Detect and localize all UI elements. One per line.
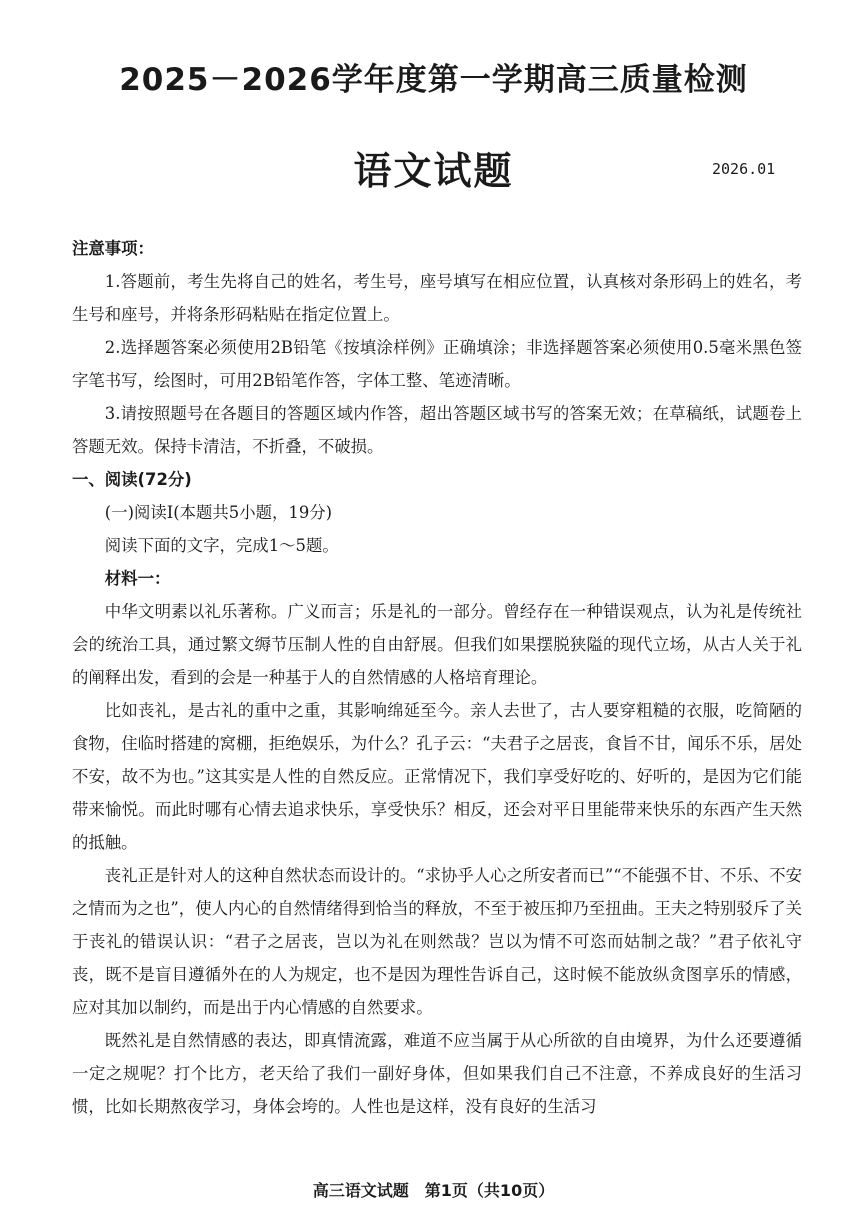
exam-content [72, 232, 802, 1123]
exam-date: 2026.01 [712, 160, 776, 178]
notice-item: 1.答题前，考生先将自己的姓名，考生号，座号填写在相应位置，认真核对条形码上的姓名，考生号和座号，并将条形码粘贴在指定位置上。 [72, 272, 802, 324]
section-instruction: 阅读下面的文字，完成1～5题。 [104, 536, 339, 555]
notice-item: 3.请按照题号在各题目的答题区域内作答，超出答题区域书写的答案无效；在草稿纸，试题卷上答题无效。保持卡清洁，不折叠，不破损。 [72, 404, 802, 456]
passage-paragraph: 比如丧礼，是古礼的重中之重，其影响绵延至今。亲人去世了，古人要穿粗糙的衣服，吃简陋的食物，住临时搭建的窝棚，拒绝娱乐，为什么？孔子云：“夫君子之居丧，食旨不甘，闻乐不乐，居处不安，故不为也。”这其实是人性的自然反应。正常情况下，我们享受好吃的、好听的，是因为它们能带来愉悦。而此时哪有心情去追求快乐，享受快乐？相反，还会对平日里能带来快乐的东西产生天然的抵触。 [72, 701, 802, 852]
section-heading: 一、阅读(72分) [72, 470, 192, 489]
exam-title: 2025－2026学年度第一学期高三质量检测 [119, 62, 748, 98]
passage-paragraph: 既然礼是自然情感的表达，即真情流露，难道不应当属于从心所欲的自由境界，为什么还要遵循一定之规呢？打个比方，老天给了我们一副好身体，但如果我们自己不注意，不养成良好的生活习惯，比如长期熬夜学习，身体会垮的。人性也是这样，没有良好的生活习 [72, 1031, 802, 1116]
section-sub-heading: (一)阅读Ⅰ(本题共5小题，19分) [104, 503, 333, 522]
notice-item: 2.选择题答案必须使用2B铅笔《按填涂样例》正确填涂；非选择题答案必须使用0.5毫米黑色签字笔书写，绘图时，可用2B铅笔作答，字体工整、笔迹清晰。 [72, 338, 802, 390]
passage-paragraph: 中华文明素以礼乐著称。广义而言；乐是礼的一部分。曾经存在一种错误观点，认为礼是传统社会的统治工具，通过繁文缛节压制人性的自由舒展。但我们如果摆脱狭隘的现代立场，从古人关于礼的阐释出发，看到的会是一种基于人的自然情感的人格培育理论。 [72, 602, 802, 687]
passage-paragraph: 丧礼正是针对人的这种自然状态而设计的。“求协乎人心之所安者而已”“不能强不甘、不乐、不安之情而为之也”，使人内心的自然情绪得到恰当的释放，不至于被压抑乃至扭曲。王夫之特别驳斥了关于丧礼的错误认识：“君子之居丧，岂以为礼在则然哉？岂以为情不可恣而姑制之哉？”君子依礼守丧，既不是盲目遵循外在的人为规定，也不是因为理性告诉自己，这时候不能放纵贪图享乐的情感，应对其加以制约，而是出于内心情感的自然要求。 [72, 866, 802, 1017]
notice-heading: 注意事项： [72, 239, 154, 258]
subject-title: 语文试题 [353, 149, 514, 193]
page-footer: 高三语文试题 第1页（共10页） [312, 1181, 555, 1200]
material-label: 材料一： [104, 569, 171, 588]
